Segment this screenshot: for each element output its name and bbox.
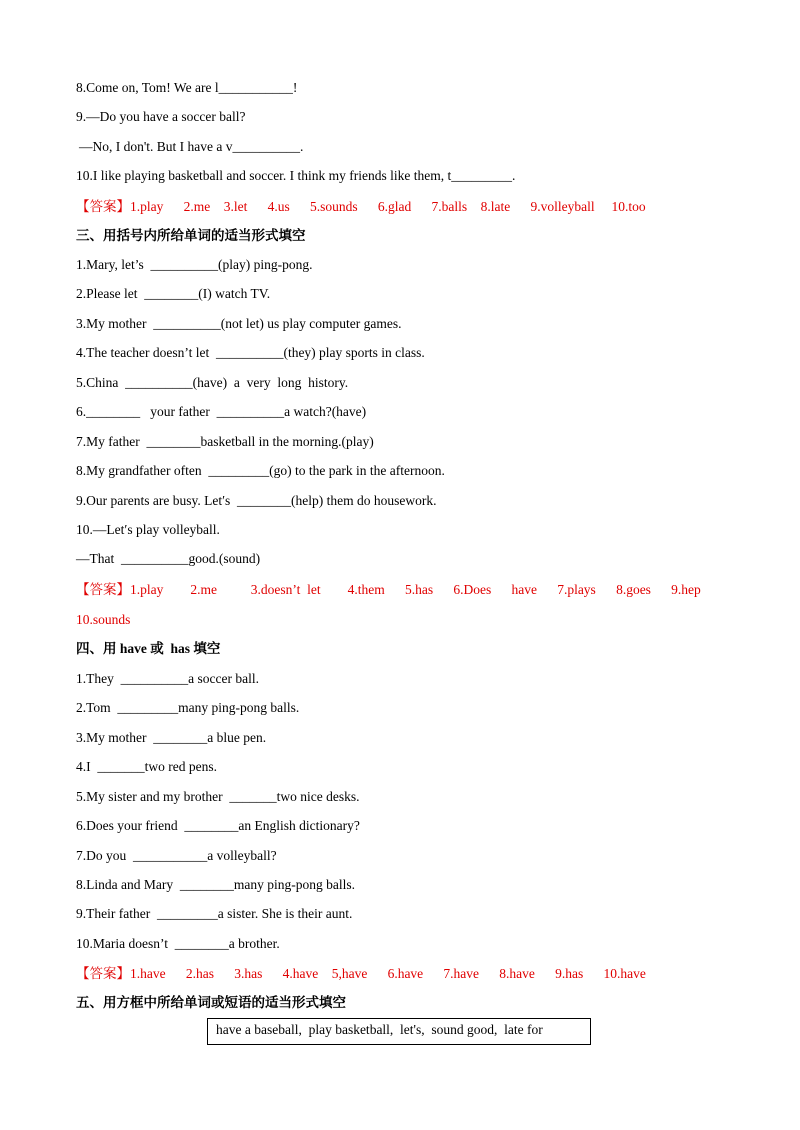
exercise-line: 6.________ your father __________a watch?(have) [76, 404, 367, 419]
exercise-line: 7.My father ________basketball in the morning.(play) [76, 434, 374, 449]
answer-label: 【答案】 [76, 582, 130, 597]
exercise-line: 9.Our parents are busy. Let′s ________(help) them do housework. [76, 493, 437, 508]
exercise-line: 5.My sister and my brother _______two nice desks. [76, 789, 360, 804]
section-heading: 三、用括号内所给单词的适当形式填空 [76, 228, 306, 243]
answer-text: 1.play 2.me 3.let 4.us 5.sounds 6.glad 7.balls 8.late 9.volleyball 10.too [130, 199, 646, 214]
word-box: have a baseball, play basketball, let's, sound good, late for [207, 1018, 591, 1045]
answer-line [76, 198, 646, 216]
exercise-line: 8.Come on, Tom! We are l___________! [76, 80, 298, 95]
exercise-line: 1.Mary, let’s __________(play) ping-pong. [76, 257, 313, 272]
answer-label: 【答案】 [76, 966, 130, 981]
section-heading: 四、用 have 或 has 填空 [76, 641, 221, 656]
exercise-line: 10.I like playing basketball and soccer. I think my friends like them, t_________. [76, 168, 516, 183]
exercise-line: —That __________good.(sound) [76, 551, 261, 566]
exercise-line: 9.Their father _________a sister. She is their aunt. [76, 906, 353, 921]
answer-label: 【答案】 [76, 199, 130, 214]
exercise-line: 2.Tom _________many ping-pong balls. [76, 700, 300, 715]
exercise-line: —No, I don't. But I have a v__________. [79, 139, 304, 154]
exercise-line: 2.Please let ________(I) watch TV. [76, 286, 271, 301]
exercise-line: 10.Maria doesn’t ________a brother. [76, 936, 280, 951]
answer-line [76, 965, 646, 983]
exercise-line: 6.Does your friend ________an English dictionary? [76, 818, 360, 833]
exercise-line: 7.Do you ___________a volleyball? [76, 848, 277, 863]
exercise-line: 5.China __________(have) a very long history. [76, 375, 349, 390]
exercise-line: 4.The teacher doesn’t let __________(they) play sports in class. [76, 345, 425, 360]
exercise-line: 8.My grandfather often _________(go) to the park in the afternoon. [76, 463, 445, 478]
answer-line [76, 581, 701, 599]
answer-text: 1.play 2.me 3.doesn’t let 4.them 5.has 6.Does have 7.plays 8.goes 9.hep [130, 582, 701, 597]
section-heading: 五、用方框中所给单词或短语的适当形式填空 [76, 995, 346, 1010]
answer-text: 1.have 2.has 3.has 4.have 5,have 6.have 7.have 8.have 9.has 10.have [130, 966, 646, 981]
exercise-line: 8.Linda and Mary ________many ping-pong balls. [76, 877, 355, 892]
exercise-line: 9.—Do you have a soccer ball? [76, 109, 246, 124]
exercise-line: 3.My mother __________(not let) us play computer games. [76, 316, 402, 331]
exercise-line: 1.They __________a soccer ball. [76, 671, 259, 686]
exercise-line: 3.My mother ________a blue pen. [76, 730, 267, 745]
exercise-line: 10.—Let′s play volleyball. [76, 522, 220, 537]
answer-line-continued: 10.sounds [76, 612, 131, 627]
exercise-line: 4.I _______two red pens. [76, 759, 217, 774]
